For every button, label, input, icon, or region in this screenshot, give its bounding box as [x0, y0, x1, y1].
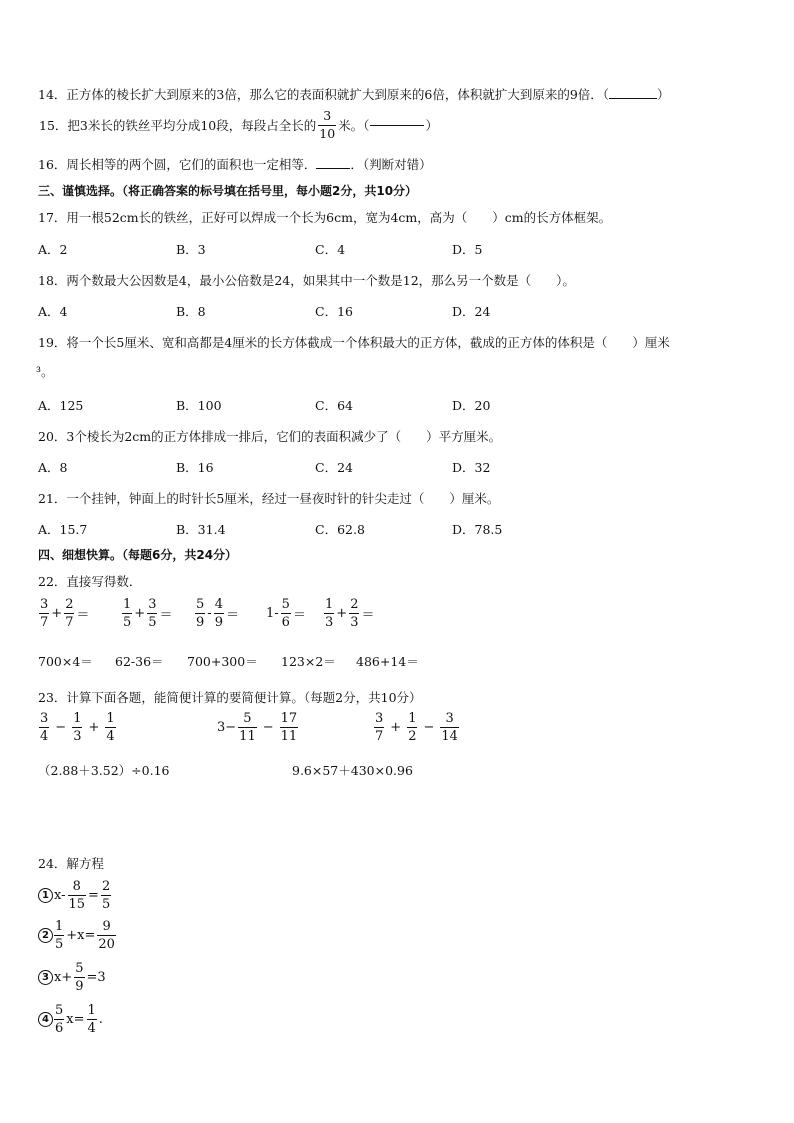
expression: $\frac{5}{9}$ - $\frac{4}{9}$ ＝ [196, 597, 239, 630]
option-b[interactable]: B．8 [176, 304, 206, 319]
question-15: 15．把3米长的铁丝平均分成10段，每段占全长的 $\frac{3}{10}$ 米。（ ） [39, 108, 438, 141]
option-b[interactable]: B．31.4 [176, 522, 226, 537]
question-14: 14．正方体的棱长扩大到原来的3倍，那么它的表面积就扩大到原来的6倍，体积就扩大到原来的9倍．（ ） [38, 87, 670, 102]
expression: 700+300＝ [187, 654, 258, 669]
answer-blank[interactable] [370, 125, 424, 126]
expression: $\frac{3}{7}$ + $\frac{2}{7}$ ＝ [40, 597, 90, 630]
option-d[interactable]: D．20 [452, 398, 491, 413]
question-19: 19．将一个长5厘米、宽和高都是4厘米的长方体截成一个体积最大的正方体，截成的正方体的体积是（ ）厘米 [38, 335, 670, 350]
equation-2: 2 $\frac{1}{5}$ +x= $\frac{9}{20}$ [38, 920, 117, 951]
option-d[interactable]: D．5 [452, 242, 483, 257]
equation-4: 4 $\frac{5}{6}$ x= $\frac{1}{4}$ . [38, 1004, 104, 1035]
question-23-title: 23．计算下面各题，能简便计算的要简便计算。（每题2分，共10分） [38, 690, 422, 705]
equation-1: 1 x- $\frac{8}{15}$ = $\frac{2}{5}$ [38, 880, 112, 911]
option-c[interactable]: C．4 [315, 242, 346, 257]
fraction: $\frac{3}{10}$ [319, 108, 336, 141]
expression: 700×4＝ [38, 654, 93, 669]
question-16: 16．周长相等的两个圆，它们的面积也一定相等． ．（判断对错） [38, 157, 432, 172]
expression: 3− $\frac{5}{11}$ − $\frac{17}{11}$ [217, 711, 298, 744]
option-a[interactable]: A．125 [38, 398, 84, 413]
question-16-text: 16．周长相等的两个圆，它们的面积也一定相等． [38, 157, 317, 172]
circled-number: 4 [38, 1012, 53, 1027]
circled-number: 1 [38, 888, 53, 903]
option-b[interactable]: B．3 [176, 242, 206, 257]
equation-3: 3 x+ $\frac{5}{9}$ =3 [38, 962, 107, 993]
question-22-title: 22．直接写得数． [38, 574, 142, 589]
option-a[interactable]: A．15.7 [38, 522, 88, 537]
expression: $\frac{1}{5}$ + $\frac{3}{5}$ ＝ [123, 597, 173, 630]
expression: 486+14＝ [356, 654, 419, 669]
section-3-heading: 三、谨慎选择。（将正确答案的标号填在括号里，每小题2分，共10分） [38, 184, 418, 198]
answer-blank[interactable] [316, 168, 350, 169]
question-20: 20．3个棱长为2cm的正方体排成一排后，它们的表面积减少了（ ）平方厘米。 [38, 429, 502, 444]
question-18: 18．两个数最大公因数是4，最小公倍数是24，如果其中一个数是12，那么另一个数是（ ）。 [38, 273, 575, 288]
expression: $\frac{1}{3}$ + $\frac{2}{3}$ ＝ [325, 597, 375, 630]
question-21: 21．一个挂钟，钟面上的时针长5厘米，经过一昼夜时针的针尖走过（ ）厘米。 [38, 491, 500, 506]
option-a[interactable]: A．2 [38, 242, 68, 257]
option-d[interactable]: D．78.5 [452, 522, 503, 537]
expression: 62-36＝ [115, 654, 164, 669]
option-a[interactable]: A．8 [38, 460, 68, 475]
expression: 1- $\frac{5}{6}$ ＝ [266, 597, 306, 630]
option-c[interactable]: C．64 [315, 398, 353, 413]
question-14-text: 14．正方体的棱长扩大到原来的3倍，那么它的表面积就扩大到原来的6倍，体积就扩大到原来的9倍．（ [38, 87, 610, 102]
circled-number: 2 [38, 928, 53, 943]
option-d[interactable]: D．24 [452, 304, 491, 319]
option-b[interactable]: B．16 [176, 460, 214, 475]
option-c[interactable]: C．24 [315, 460, 353, 475]
option-c[interactable]: C．16 [315, 304, 353, 319]
expression: 123×2＝ [281, 654, 336, 669]
circled-number: 3 [38, 970, 53, 985]
expression: $\frac{3}{7}$ + $\frac{1}{2}$ − $\frac{3}{14}$ [375, 711, 458, 744]
option-a[interactable]: A．4 [38, 304, 68, 319]
option-d[interactable]: D．32 [452, 460, 491, 475]
expression: 9.6×57＋430×0.96 [292, 763, 413, 778]
question-24-title: 24．解方程 [38, 856, 104, 871]
answer-blank[interactable] [609, 98, 657, 99]
expression: $\frac{3}{4}$ − $\frac{1}{3}$ + $\frac{1}{4}$ [40, 711, 115, 744]
question-19-continuation: ³。 [36, 364, 54, 379]
expression: （2.88＋3.52）÷0.16 [38, 763, 170, 778]
option-c[interactable]: C．62.8 [315, 522, 365, 537]
section-4-heading: 四、细想快算。（每题6分，共24分） [38, 548, 238, 562]
option-b[interactable]: B．100 [176, 398, 222, 413]
question-17: 17．用一根52cm长的铁丝，正好可以焊成一个长为6cm，宽为4cm，高为（ ）cm的长方体框架。 [38, 210, 612, 225]
question-15-text: 15．把3米长的铁丝平均分成10段，每段占全长的 [39, 118, 317, 133]
